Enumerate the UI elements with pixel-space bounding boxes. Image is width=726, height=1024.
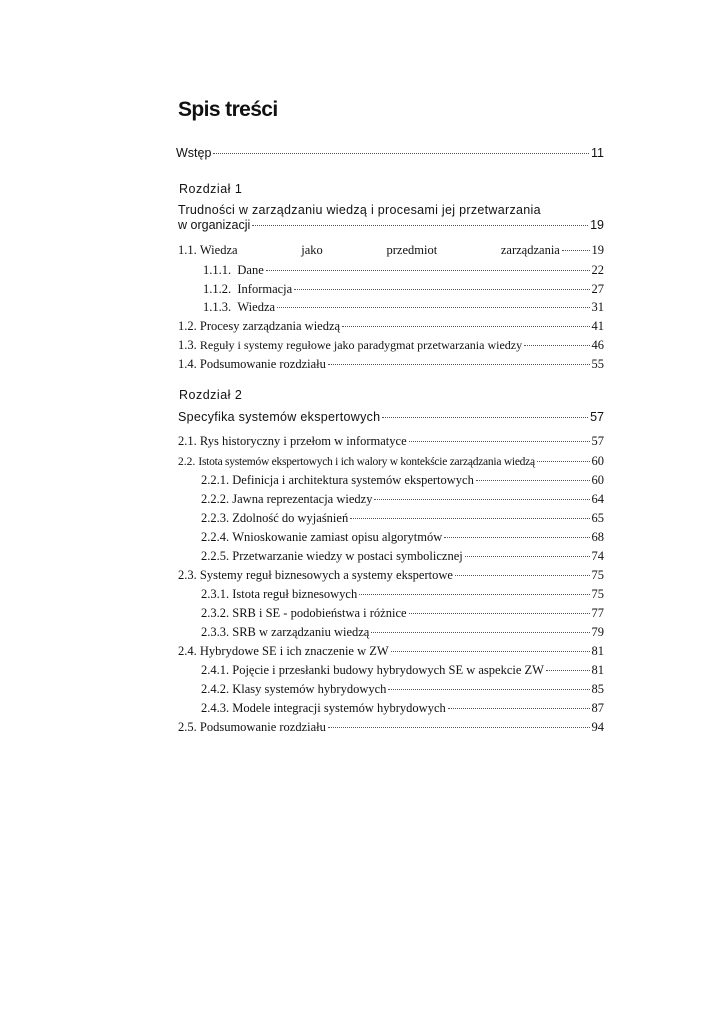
toc-entry[interactable] [203,263,604,281]
toc-entry[interactable] [178,357,604,375]
toc-entry[interactable] [178,434,604,452]
toc-entry[interactable] [201,682,604,700]
dot-leader [562,250,590,251]
entry-text: Modele integracji systemów hybrydowych [232,701,446,715]
entry-number: 2.3.3. [201,625,230,639]
entry-text: Wstęp [176,146,212,160]
toc-entry[interactable] [178,338,604,356]
toc-entry[interactable] [178,319,604,337]
entry-text: Istota reguł biznesowych [232,587,358,601]
entry-number: 2.4.1. [201,663,230,677]
entry-number: 2.3.2. [201,606,230,620]
entry-text: Pojęcie i przesłanki budowy hybrydowych SE w aspekcie ZW [232,663,544,677]
entry-page: 81 [591,644,604,658]
dot-leader [465,556,590,557]
entry-page: 65 [591,511,604,525]
entry-text: Specyfika systemów ekspertowych [178,410,381,424]
entry-page: 11 [591,146,604,160]
entry-page: 94 [591,720,604,734]
entry-text: Procesy zarządzania wiedzą [199,319,341,333]
entry-number: 2.2.3. [201,511,230,525]
entry-number: 2.2.2. [201,492,230,506]
entry-page: 85 [591,682,604,696]
toc-entry[interactable] [203,300,604,318]
entry-text: Podsumowanie rozdziału [199,357,326,371]
dot-leader [524,345,589,346]
toc-entry[interactable] [203,282,604,300]
entry-text: Reguły i systemy regułowe jako paradygmat przetwarzania wiedzy [199,338,523,352]
toc-entry[interactable] [201,473,604,491]
entry-page: 79 [591,625,604,639]
dot-leader [294,289,589,290]
entry-number: 1.1.1. [203,263,232,277]
entry-page: 87 [591,701,604,715]
dot-leader [444,537,589,538]
toc-entry[interactable] [178,720,604,738]
dot-leader [409,613,590,614]
entry-text: SRB w zarządzaniu wiedzą [232,625,370,639]
entry-page: 55 [591,357,604,371]
entry-number: 2.2.5. [201,549,230,563]
toc-entry[interactable] [201,625,604,643]
entry-page: 22 [591,263,604,277]
entry-text: Jawna reprezentacja wiedzy [232,492,373,506]
entry-number: 2.2.4. [201,530,230,544]
dot-leader [409,441,590,442]
dot-leader [252,225,588,226]
entry-number: 2.4.2. [201,682,230,696]
entry-page: 46 [591,338,604,352]
toc-entry-intro[interactable] [176,146,604,164]
chapter-1-title-line1: Trudności w zarządzaniu wiedzą i procesami jej przetwarzania [178,203,541,217]
entry-page: 60 [591,473,604,487]
toc-entry[interactable] [201,587,604,605]
chapter-2-label: Rozdział 2 [179,388,243,402]
entry-page: 31 [591,300,604,314]
dot-leader [448,708,590,709]
entry-number: 2.5. [178,720,197,734]
entry-page: 27 [591,282,604,296]
toc-entry[interactable] [178,644,604,662]
toc-entry[interactable] [178,243,604,261]
toc-entry[interactable] [201,492,604,510]
chapter-1-label: Rozdział 1 [179,182,243,196]
entry-text: SRB i SE - podobieństwa i różnice [232,606,407,620]
dot-leader [328,364,590,365]
entry-number: 1.1.3. [203,300,232,314]
entry-text: Wnioskowanie zamiast opisu algorytmów [232,530,443,544]
entry-number: 1.2. [178,319,197,333]
entry-text: Definicja i architektura systemów ekspertowych [232,473,474,487]
dot-leader [374,499,589,500]
toc-entry-chapter-1[interactable] [178,218,604,236]
dot-leader [359,594,589,595]
dot-leader [350,518,589,519]
entry-page: 68 [591,530,604,544]
entry-text: Klasy systemów hybrydowych [232,682,387,696]
entry-number: 2.3. [178,568,197,582]
entry-number: 1.4. [178,357,197,371]
toc-entry[interactable] [201,511,604,529]
dot-leader [382,417,588,418]
dot-leader [546,670,590,671]
entry-number: 1.3. [178,338,197,352]
entry-page: 57 [591,434,604,448]
dot-leader [537,461,590,462]
toc-entry[interactable] [201,530,604,548]
entry-text: w organizacji [178,218,251,232]
entry-page: 75 [591,568,604,582]
dot-leader [455,575,590,576]
dot-leader [266,270,590,271]
entry-number: 1.1. [178,243,197,257]
entry-number: 2.2.1. [201,473,230,487]
entry-text: Wiedza [237,300,276,314]
entry-number: 2.1. [178,434,197,448]
entry-text: Zdolność do wyjaśnień [232,511,349,525]
toc-entry[interactable] [201,663,604,681]
entry-page: 41 [591,319,604,333]
entry-page: 19 [590,218,604,232]
entry-page: 57 [590,410,604,424]
entry-page: 74 [591,549,604,563]
entry-number: 2.2. [178,456,196,468]
toc-entry[interactable] [178,568,604,586]
toc-entry[interactable] [201,701,604,719]
dot-leader [277,307,589,308]
dot-leader [328,727,590,728]
entry-text: Rys historyczny i przełom w informatyce [199,434,407,448]
toc-entry[interactable] [201,606,604,624]
toc-entry-chapter-2[interactable] [178,410,604,428]
entry-text: Informacja [237,282,293,296]
entry-text: Istota systemów ekspertowych i ich walory w kontekście zarządzania wiedzą [198,456,535,468]
entry-text: Wiedza jako przedmiot zarządzania [199,243,560,257]
dot-leader [371,632,589,633]
entry-page: 19 [591,243,604,257]
entry-page: 64 [591,492,604,506]
entry-text: Przetwarzanie wiedzy w postaci symbolicznej [232,549,463,563]
dot-leader [342,326,589,327]
dot-leader [388,689,589,690]
dot-leader [213,153,589,154]
toc-entry[interactable] [178,454,604,472]
dot-leader [391,651,590,652]
page-title: Spis treści [178,98,278,121]
toc-entry[interactable] [201,549,604,567]
entry-page: 81 [591,663,604,677]
entry-text: Hybrydowe SE i ich znaczenie w ZW [199,644,389,658]
entry-number: 2.4. [178,644,197,658]
entry-page: 60 [591,454,604,468]
entry-page: 75 [591,587,604,601]
entry-text: Dane [237,263,264,277]
entry-number: 1.1.2. [203,282,232,296]
entry-page: 77 [591,606,604,620]
entry-number: 2.3.1. [201,587,230,601]
entry-text: Systemy reguł biznesowych a systemy ekspertowe [199,568,453,582]
entry-text: Podsumowanie rozdziału [199,720,326,734]
dot-leader [476,480,590,481]
entry-number: 2.4.3. [201,701,230,715]
